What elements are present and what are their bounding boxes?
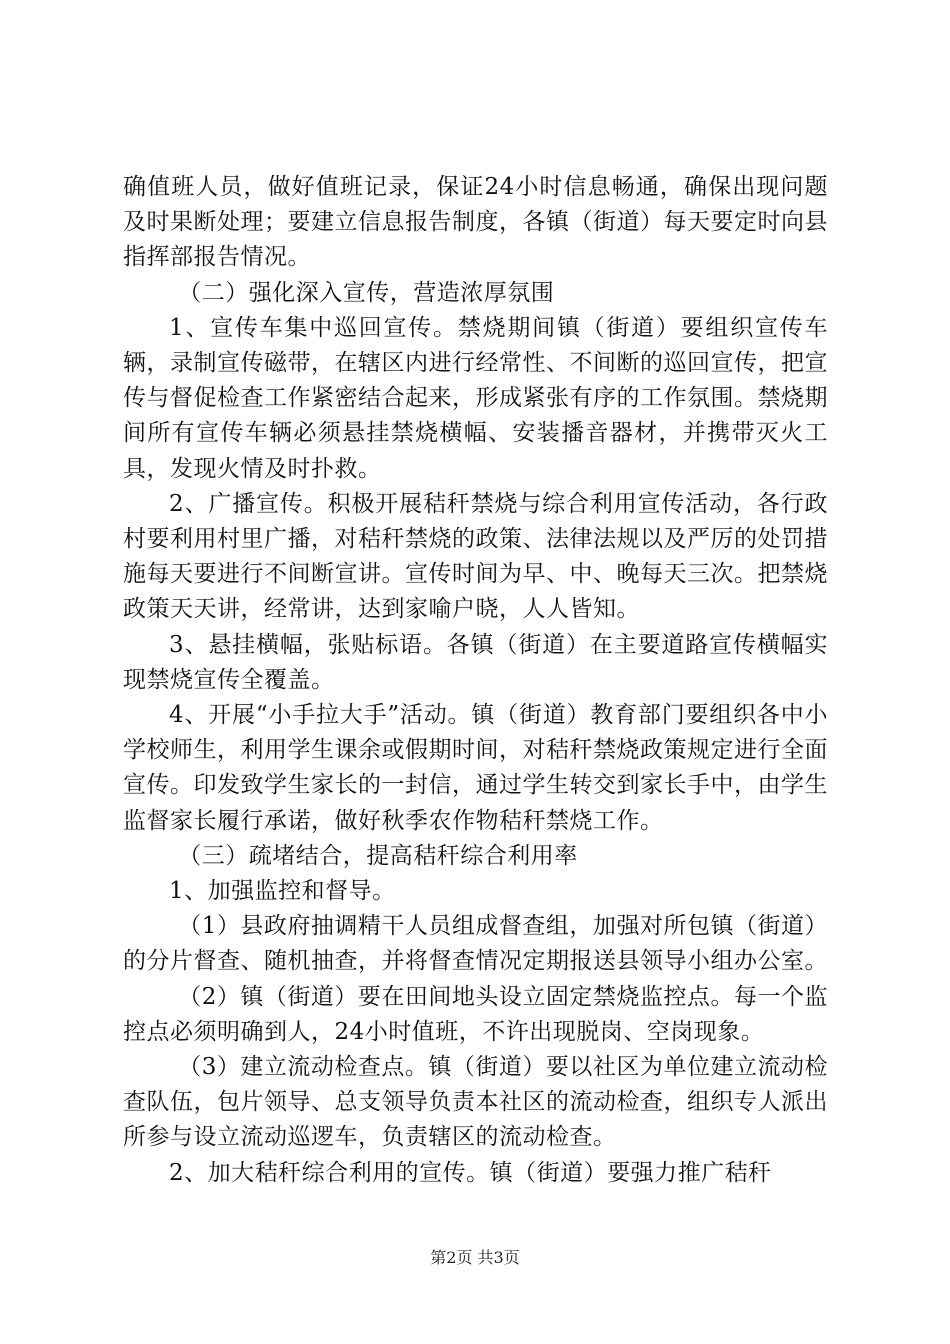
document-body — [123, 170, 828, 1191]
paragraph: （2）镇（街道）要在田间地头设立固定禁烧监控点。每一个监控点必须明确到人，24小时值班，不许出现脱岗、空岗现象。 — [123, 983, 828, 1045]
page-number: 第2页 共3页 — [430, 1248, 520, 1267]
paragraph: 确值班人员，做好值班记录，保证24小时信息畅通，确保出现问题及时果断处理；要建立信息报告制度，各镇（街道）每天要定时向县指挥部报告情况。 — [123, 174, 828, 271]
section-heading: （二）强化深入宣传，营造浓厚氛围 — [178, 279, 555, 306]
paragraph: 2、广播宣传。积极开展秸秆禁烧与综合利用宣传活动，各行政村要利用村里广播，对秸秆禁烧的政策、法律法规以及严厉的处罚措施每天要进行不间断宣讲。宣传时间为早、中、晚每天三次。把禁烧政策天天讲，经常讲，达到家喻户晓，人人皆知。 — [123, 490, 828, 623]
section-heading: （三）疏堵结合，提高秸秆综合利用率 — [178, 842, 578, 869]
paragraph: 1、宣传车集中巡回宣传。禁烧期间镇（街道）要组织宣传车辆，录制宣传磁带，在辖区内进行经常性、不间断的巡回宣传，把宣传与督促检查工作紧密结合起来，形成紧张有序的工作氛围。禁烧期间所有宣传车辆必须悬挂禁烧横幅、安装播音器材，并携带灭火工具，发现火情及时扑救。 — [123, 314, 828, 482]
paragraph: 3、悬挂横幅，张贴标语。各镇（街道）在主要道路宣传横幅实现禁烧宣传全覆盖。 — [123, 631, 828, 693]
paragraph: 1、加强监控和督导。 — [169, 878, 396, 905]
paragraph: （3）建立流动检查点。镇（街道）要以社区为单位建立流动检查队伍，包片领导、总支领导负责本社区的流动检查，组织专人派出所参与设立流动巡逻车，负责辖区的流动检查。 — [123, 1054, 828, 1151]
paragraph: 4、开展“小手拉大手”活动。镇（街道）教育部门要组织各中小学校师生，利用学生课余或假期时间，对秸秆禁烧政策规定进行全面宣传。印发致学生家长的一封信，通过学生转交到家长手中，由学生监督家长履行承诺，做好秋季农作物秸秆禁烧工作。 — [123, 702, 828, 834]
paragraph: （1）县政府抽调精干人员组成督查组，加强对所包镇（街道）的分片督查、随机抽查，并将督查情况定期报送县领导小组办公室。 — [123, 913, 828, 975]
paragraph: 2、加大秸秆综合利用的宣传。镇（街道）要强力推广秸秆 — [169, 1159, 772, 1186]
